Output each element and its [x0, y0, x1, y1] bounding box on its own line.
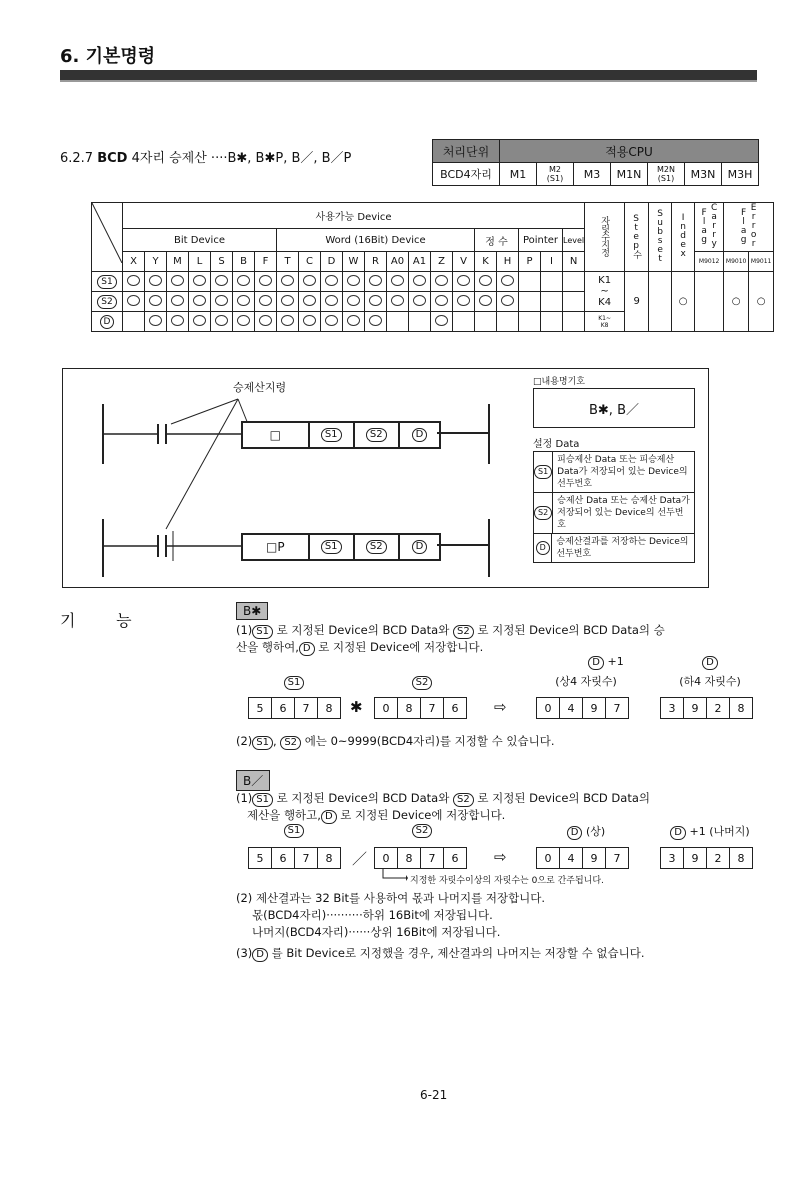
- usable-mark-icon: [391, 295, 404, 306]
- s1-symbol: S1: [252, 625, 273, 639]
- device-cell: [255, 312, 277, 332]
- device-cell: [563, 292, 585, 312]
- usable-mark-icon: [259, 295, 272, 306]
- device-cell: [431, 312, 453, 332]
- device-cell: [497, 272, 519, 292]
- symbol-label: □내용명기호: [533, 377, 585, 387]
- usable-mark-icon: [259, 315, 272, 326]
- device-cell: [233, 312, 255, 332]
- div-s2-digits: 0 8 7 6: [374, 847, 467, 869]
- step-value: 9: [625, 272, 649, 332]
- corner-cell: [92, 203, 123, 272]
- usable-mark-icon: [479, 275, 492, 286]
- device-cell: [321, 272, 343, 292]
- device-cell: [167, 292, 189, 312]
- operand-d: D: [412, 540, 428, 554]
- carry-header: Carry Flag: [695, 203, 724, 252]
- set-data-row: [534, 534, 694, 562]
- usable-mark-icon: [413, 275, 426, 286]
- device-cell: [563, 272, 585, 292]
- div-caption-q: D (상): [536, 823, 636, 840]
- column-header: F: [255, 252, 277, 272]
- div-note: 지정한 자릿수이상의 자릿수는 0으로 간주됩니다.: [410, 876, 604, 886]
- set-data-label: 설정 Data: [533, 439, 580, 450]
- device-cell: [365, 312, 387, 332]
- corner-diagonal: [92, 203, 122, 263]
- device-cell: [409, 272, 431, 292]
- flag-code: M9011: [749, 252, 774, 272]
- d-symbol: D: [299, 642, 315, 656]
- mul-label: B✱: [236, 602, 268, 620]
- result-arrow-icon: ⇨: [494, 848, 507, 866]
- column-header: A0: [387, 252, 409, 272]
- row-operand: S2: [92, 292, 123, 312]
- subsection-text: 4자리 승제산 ····B✱, B✱P, B／, B／P: [131, 151, 352, 166]
- device-row: [92, 272, 774, 292]
- usable-device-label: 사용가능 Device: [123, 203, 585, 229]
- device-cell: [343, 312, 365, 332]
- set-data-row: [534, 452, 694, 493]
- div-paragraph-1: (1) S1 로 지정된 Device의 BCD Data와 S2 로 지정된 Device의 BCD Data의 제산을 행하고, D 로 지정된 Device에 저장합니다.: [236, 791, 650, 822]
- flag-code: M9012: [695, 252, 724, 272]
- device-cell: [167, 312, 189, 332]
- usable-mark-icon: [127, 295, 140, 306]
- usable-mark-icon: [149, 315, 162, 326]
- div-caption-s2: S2: [376, 823, 468, 838]
- device-cell: [189, 292, 211, 312]
- usable-mark-icon: [479, 295, 492, 306]
- mul-caption-s2: S2: [376, 675, 468, 690]
- usable-mark-icon: [391, 275, 404, 286]
- word-device-label: Word (16Bit) Device: [277, 229, 475, 252]
- tag-d: D: [536, 541, 550, 555]
- mul-paragraph-2: (2) S1 , S2 에는 0~9999(BCD4자리)를 지정할 수 있습니다.: [236, 734, 555, 748]
- device-cell: [255, 272, 277, 292]
- usable-mark-icon: [413, 295, 426, 306]
- subsection-bold: BCD: [97, 151, 128, 166]
- usable-mark-icon: [215, 275, 228, 286]
- device-cell: [145, 312, 167, 332]
- device-cell: [123, 292, 145, 312]
- mul-s1-digits: 5 6 7 8: [248, 697, 341, 719]
- device-cell: [211, 292, 233, 312]
- device-cell: [321, 292, 343, 312]
- instruction-box-1: [241, 421, 441, 449]
- device-cell: [453, 292, 475, 312]
- device-cell: [475, 272, 497, 292]
- cpu-cell: M3N: [685, 163, 722, 186]
- row-operand: D: [92, 312, 123, 332]
- instruction-box-2: [241, 533, 441, 561]
- device-cell: [387, 292, 409, 312]
- cpu-table: [432, 139, 759, 186]
- div-paragraph-2: (2) 제산결과는 32 Bit를 사용하여 몫과 나머지를 저장합니다.: [236, 891, 546, 905]
- usable-mark-icon: [171, 275, 184, 286]
- div-paragraph-3: (3) D 를 Bit Device로 지정했을 경우, 제산결과의 나머지는 저장할 수 없습니다.: [236, 946, 645, 960]
- device-cell: [409, 292, 431, 312]
- mul-caption-hi: (상4 자릿수): [555, 675, 617, 688]
- column-header: M: [167, 252, 189, 272]
- column-header: I: [541, 252, 563, 272]
- ladder-diagram-box: [62, 368, 709, 588]
- column-header: A1: [409, 252, 431, 272]
- usable-mark-icon: [369, 275, 382, 286]
- cpu-cell: M2N (S1): [648, 163, 685, 186]
- step-header: Step수: [625, 203, 649, 272]
- tag-s1: S1: [534, 465, 552, 479]
- device-cell: [189, 272, 211, 292]
- device-cell: [233, 292, 255, 312]
- usable-mark-icon: [237, 275, 250, 286]
- constant-label: 정 수: [475, 229, 519, 252]
- usable-mark-icon: [435, 275, 448, 286]
- digit-spec-value: K1 ~ K4: [585, 272, 625, 312]
- usable-mark-icon: [149, 275, 162, 286]
- div-label: B／: [236, 770, 270, 791]
- usable-mark-icon: [369, 315, 382, 326]
- device-cell: [211, 312, 233, 332]
- operand-s2: S2: [366, 428, 387, 442]
- index-value: ○: [672, 272, 695, 332]
- column-header: Y: [145, 252, 167, 272]
- usable-mark-icon: [457, 275, 470, 286]
- column-header: Z: [431, 252, 453, 272]
- device-cell: [233, 272, 255, 292]
- device-cell: [277, 272, 299, 292]
- usable-mark-icon: [193, 275, 206, 286]
- subsection-title: [60, 147, 351, 166]
- column-header: X: [123, 252, 145, 272]
- mul-caption-s1: S1: [248, 675, 340, 690]
- usable-mark-icon: [347, 275, 360, 286]
- device-cell: [519, 312, 541, 332]
- usable-mark-icon: [501, 275, 514, 286]
- cpu-cell: M1N: [611, 163, 648, 186]
- device-cell: [211, 272, 233, 292]
- instruction-symbol: □: [243, 423, 310, 447]
- usable-mark-icon: [259, 275, 272, 286]
- usable-mark-icon: [347, 315, 360, 326]
- device-cell: [563, 312, 585, 332]
- device-cell: [387, 312, 409, 332]
- section-title: 6. 기본명령: [60, 46, 156, 67]
- device-cell: [475, 292, 497, 312]
- rung-line: [437, 432, 489, 434]
- device-cell: [453, 312, 475, 332]
- device-cell: [277, 292, 299, 312]
- div-caption-s1: S1: [248, 823, 340, 838]
- column-header: H: [497, 252, 519, 272]
- usable-mark-icon: [237, 295, 250, 306]
- device-cell: [123, 272, 145, 292]
- usable-mark-icon: [149, 295, 162, 306]
- column-header: B: [233, 252, 255, 272]
- device-cell: [431, 272, 453, 292]
- device-cell: [387, 272, 409, 292]
- device-cell: [145, 272, 167, 292]
- usable-mark-icon: [435, 295, 448, 306]
- subset-header: Subset: [649, 203, 672, 272]
- function-heading: 기 능: [60, 611, 132, 630]
- usable-mark-icon: [127, 275, 140, 286]
- operand-s2: S2: [366, 540, 387, 554]
- error-value: ○: [749, 272, 774, 332]
- result-arrow-icon: ⇨: [494, 698, 507, 716]
- usable-mark-icon: [457, 295, 470, 306]
- usable-mark-icon: [303, 295, 316, 306]
- usable-mark-icon: [347, 295, 360, 306]
- operand-d: D: [412, 428, 428, 442]
- device-cell: [541, 312, 563, 332]
- column-header: V: [453, 252, 475, 272]
- cpu-cell: M3H: [722, 163, 759, 186]
- error-header: Error Flag: [724, 203, 774, 252]
- subsection-number: 6.2.7: [60, 151, 94, 166]
- multiply-operator: ✱: [350, 698, 363, 716]
- usable-mark-icon: [281, 275, 294, 286]
- divide-operator: ／: [352, 850, 368, 868]
- usable-mark-icon: [325, 295, 338, 306]
- usable-mark-icon: [303, 315, 316, 326]
- column-header: D: [321, 252, 343, 272]
- div-paragraph-2a: 몫(BCD4자리)··········하위 16Bit에 저장됩니다.: [252, 908, 493, 922]
- device-cell: [453, 272, 475, 292]
- device-cell: [189, 312, 211, 332]
- column-header: R: [365, 252, 387, 272]
- device-cell: [299, 272, 321, 292]
- div-r-digits: 3 9 2 8: [660, 847, 753, 869]
- mul-d-digits: 3 9 2 8: [660, 697, 753, 719]
- usable-mark-icon: [325, 275, 338, 286]
- usable-mark-icon: [281, 295, 294, 306]
- digit-spec-value: K1~ K8: [585, 312, 625, 332]
- row-operand: S1: [92, 272, 123, 292]
- usable-mark-icon: [435, 315, 448, 326]
- device-cell: [519, 272, 541, 292]
- device-cell: [497, 292, 519, 312]
- device-cell: [497, 312, 519, 332]
- instruction-symbol-p: □P: [243, 535, 310, 559]
- device-cell: [343, 292, 365, 312]
- device-cell: [145, 292, 167, 312]
- mul-d1-digits: 0 4 9 7: [536, 697, 629, 719]
- usable-mark-icon: [501, 295, 514, 306]
- index-header: Index: [672, 203, 695, 272]
- column-header: L: [189, 252, 211, 272]
- device-cell: [255, 292, 277, 312]
- note-arrow-icon: [378, 868, 408, 884]
- mul-caption-d: D: [660, 655, 760, 670]
- device-cell: [277, 312, 299, 332]
- device-cell: [299, 292, 321, 312]
- div-caption-r: D +1 (나머지): [660, 823, 760, 840]
- usable-mark-icon: [215, 315, 228, 326]
- cpu-cell: M3: [574, 163, 611, 186]
- header-rule-thin: [60, 80, 757, 82]
- column-header: W: [343, 252, 365, 272]
- column-header: K: [475, 252, 497, 272]
- usable-mark-icon: [303, 275, 316, 286]
- set-data-table: [533, 451, 695, 563]
- device-cell: [365, 292, 387, 312]
- page-number: 6-21: [420, 1088, 448, 1102]
- device-cell: [343, 272, 365, 292]
- mul-s2-digits: 0 8 7 6: [374, 697, 467, 719]
- cpu-label: 적용CPU: [500, 140, 759, 163]
- column-header: S: [211, 252, 233, 272]
- device-cell: [299, 312, 321, 332]
- device-cell: [475, 312, 497, 332]
- device-cell: [519, 292, 541, 312]
- set-data-text: 승제산결과를 저장하는 Device의 선두번호: [556, 537, 689, 559]
- device-table: [91, 202, 774, 332]
- device-cell: [541, 292, 563, 312]
- set-data-row: [534, 493, 694, 534]
- device-cell: [409, 312, 431, 332]
- s2-symbol: S2: [453, 625, 474, 639]
- device-cell: [167, 272, 189, 292]
- column-header: P: [519, 252, 541, 272]
- usable-mark-icon: [193, 315, 206, 326]
- usable-mark-icon: [369, 295, 382, 306]
- callout-label: 승제산지령: [233, 381, 287, 394]
- carry-value: [695, 272, 724, 332]
- tag-s2: S2: [534, 506, 552, 520]
- usable-mark-icon: [325, 315, 338, 326]
- device-cell: [431, 292, 453, 312]
- mul-caption-d1: D +1: [556, 655, 656, 670]
- usable-mark-icon: [171, 315, 184, 326]
- usable-mark-icon: [171, 295, 184, 306]
- device-cell: [123, 312, 145, 332]
- div-q-digits: 0 4 9 7: [536, 847, 629, 869]
- usable-mark-icon: [193, 295, 206, 306]
- symbol-box: B✱, B／: [533, 388, 695, 428]
- usable-mark-icon: [237, 315, 250, 326]
- usable-mark-icon: [281, 315, 294, 326]
- rung-line: [437, 544, 489, 546]
- error-value: ○: [724, 272, 749, 332]
- subset-value: [649, 272, 672, 332]
- device-cell: [541, 272, 563, 292]
- usable-mark-icon: [215, 295, 228, 306]
- mul-paragraph-1: (1) S1 로 지정된 Device의 BCD Data와 S2 로 지정된 Device의 BCD Data의 승 산을 행하여, D 로 지정된 Device에 저장합니다.: [236, 623, 665, 654]
- column-header: N: [563, 252, 585, 272]
- level-label: Level: [563, 229, 585, 252]
- operand-s1: S1: [321, 428, 342, 442]
- div-s1-digits: 5 6 7 8: [248, 847, 341, 869]
- device-cell: [321, 312, 343, 332]
- column-header: C: [299, 252, 321, 272]
- mul-caption-lo: (하4 자릿수): [679, 675, 741, 688]
- pointer-label: Pointer: [519, 229, 563, 252]
- device-cell: [365, 272, 387, 292]
- header-rule: [60, 70, 757, 80]
- set-data-text: 승제산 Data 또는 승제산 Data가 저장되어 있는 Device의 선두번호: [557, 496, 690, 530]
- cpu-cell: M1: [500, 163, 537, 186]
- column-header: T: [277, 252, 299, 272]
- flag-code: M9010: [724, 252, 749, 272]
- set-data-text: 피승제산 Data 또는 피승제산 Data가 저장되어 있는 Device의 선두번호: [557, 455, 688, 489]
- bit-device-label: Bit Device: [123, 229, 277, 252]
- digit-spec-header: 자릿수지정: [585, 203, 625, 272]
- unit-label: 처리단위: [433, 140, 500, 163]
- cpu-cell: M2 (S1): [537, 163, 574, 186]
- unit-value: BCD4자리: [433, 163, 500, 186]
- operand-s1: S1: [321, 540, 342, 554]
- div-paragraph-2b: 나머지(BCD4자리)······상위 16Bit에 저장됩니다.: [252, 925, 501, 939]
